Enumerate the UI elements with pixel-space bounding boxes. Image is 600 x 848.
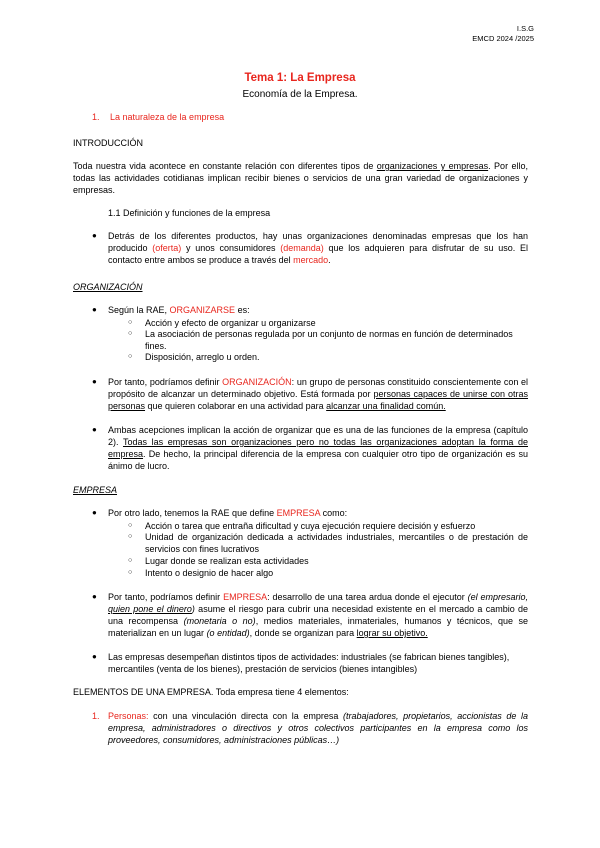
text: Por tanto, podríamos definir [108, 592, 224, 602]
organizarse-term: ORGANIZARSE [169, 305, 236, 315]
page-title: Tema 1: La Empresa [244, 72, 356, 84]
intro-text-underlined: organizaciones y empresas [376, 161, 489, 171]
italic-underlined-text: quien pone el dinero [108, 604, 192, 614]
text: Por tanto, podríamos definir [108, 377, 223, 387]
org-rae-line [108, 304, 528, 316]
empresa-heading: EMPRESA [73, 485, 118, 495]
subbullet-icon: ○ [128, 569, 133, 576]
offer-term: (oferta) [152, 243, 182, 253]
text: : un grupo de personas constituido conscientemente con el propósito de alcanzar un determinado objetivo. Está formada por [108, 377, 529, 399]
subbullet-icon: ○ [128, 533, 133, 540]
underlined-text: alcanzar una finalidad común. [326, 401, 446, 411]
emp-activities-paragraph: Las empresas desempeñan distintos tipos de actividades: industriales (se fabrican bienes tangibles), mercantiles (venta de los bienes), prestación de servicios (bienes intangibles) [108, 652, 510, 674]
subbullet-icon: ○ [128, 319, 133, 326]
text: Ambas acepciones implican la acción de organizar que es una de las funciones de la empresa (capítulo 2). [108, 425, 528, 447]
bullet-icon: ● [92, 231, 97, 240]
emp-rae-line [108, 507, 528, 519]
org-def-1: Acción y efecto de organizar u organizarse [145, 318, 316, 328]
org-definition-paragraph [108, 376, 528, 412]
organizacion-heading: ORGANIZACIÓN [73, 282, 143, 292]
text: Según la RAE, [108, 305, 170, 315]
underlined-text: Todas las empresas son organizaciones pero no todas las organizaciones adoptan la forma de empresa [108, 437, 528, 459]
text: : desarrollo de una tarea ardua donde el ejecutor [267, 592, 468, 602]
emp-def-3: Lugar donde se realizan esta actividades [145, 556, 309, 566]
org-acepciones-paragraph [108, 424, 528, 472]
bullet-icon: ● [92, 508, 97, 517]
text: con una vinculación directa con la empresa [148, 711, 343, 721]
section-1-label: La naturaleza de la empresa [110, 112, 225, 122]
subbullet-icon: ○ [128, 522, 133, 529]
bullet-icon: ● [92, 425, 97, 434]
emp-def-2: Unidad de organización dedicada a actividades industriales, mercantiles o de prestación de servicios con fines lucrativos [145, 532, 528, 554]
text: . [328, 255, 331, 265]
text: y unos consumidores [181, 243, 281, 253]
organizacion-term: ORGANIZACIÓN [222, 377, 292, 387]
bullet-icon: ● [92, 305, 97, 314]
subbullet-icon: ○ [128, 330, 133, 337]
subsection-1-1: 1.1 Definición y funciones de la empresa [108, 208, 271, 218]
intro-paragraph [73, 160, 528, 196]
bullet-icon: ● [92, 377, 97, 386]
org-def-2: La asociación de personas regulada por un conjunto de normas en función de determinados fines. [145, 329, 513, 351]
underlined-text: lograr su objetivo. [356, 628, 428, 638]
text: , medios materiales, inmateriales, humanos y técnicos, que se materializan en un lugar [108, 616, 528, 638]
bullet-icon: ● [92, 592, 97, 601]
emp-def-1: Acción o tarea que entraña dificultad y cuya ejecución requiere decisión y esfuerzo [145, 521, 476, 531]
section-1-number: 1. [92, 112, 100, 122]
subbullet-icon: ○ [128, 353, 133, 360]
text: como: [320, 508, 348, 518]
text: Por otro lado, tenemos la RAE que define [108, 508, 277, 518]
intro-text-a: Toda nuestra vida acontece en constante relación con diferentes tipos de [73, 161, 377, 171]
market-term: mercado [293, 255, 329, 265]
subbullet-icon: ○ [128, 557, 133, 564]
element-1-paragraph [108, 710, 528, 746]
text: asume el riesgo para cubrir una necesidad existente en el mercado a cambio de una recompensa [108, 604, 528, 626]
products-paragraph [108, 230, 528, 266]
header-line-2: EMCD 2024 /2025 [472, 34, 534, 43]
emp-definition-paragraph [108, 591, 528, 639]
element-1-number: 1. [92, 711, 100, 721]
org-def-3: Disposición, arreglo u orden. [145, 352, 260, 362]
underlined-text: personas capaces de unirse con otras personas [108, 389, 529, 411]
personas-term: Personas: [108, 711, 149, 721]
italic-text: (monetaria o no) [183, 616, 256, 626]
page-header [472, 24, 534, 44]
page-subtitle: Economía de la Empresa. [242, 89, 358, 100]
bullet-icon: ● [92, 652, 97, 661]
text: que quieren colaborar en una actividad para [145, 401, 327, 411]
emp-def-4: Intento o designio de hacer algo [145, 568, 274, 578]
elements-heading: ELEMENTOS DE UNA EMPRESA. Toda empresa tiene 4 elementos: [73, 687, 349, 697]
text: es: [235, 305, 250, 315]
italic-text: ) [191, 604, 195, 614]
italic-text: (trabajadores, propietarios, accionistas de la empresa, administradores o directivos y otros colectivos participantes en la empresa como los proveedores, consumidores, administraciones públicas…) [108, 711, 528, 745]
empresa-term: EMPRESA [223, 592, 268, 602]
empresa-term: EMPRESA [276, 508, 321, 518]
intro-text-b: . Por ello, todas las actividades cotidianas implican recibir bienes o servicios de una gran variedad de organizaciones y empresas. [73, 161, 528, 195]
italic-text: (el empresario, [467, 592, 528, 602]
intro-heading: INTRODUCCIÓN [73, 138, 143, 148]
demand-term: (demanda) [280, 243, 324, 253]
header-line-1: I.S.G [516, 24, 534, 33]
text: Detrás de los diferentes productos, hay unas organizaciones denominadas empresas que los han producido [108, 231, 528, 253]
text: . De hecho, la principal diferencia de la empresa con cualquier otro tipo de organización es su ánimo de lucro. [108, 449, 528, 471]
italic-text: (o entidad) [206, 628, 250, 638]
text: , donde se organizan para [249, 628, 357, 638]
text: que los adquieren para disfrutar de su uso. El contacto entre ambos se produce a través del [108, 243, 528, 265]
